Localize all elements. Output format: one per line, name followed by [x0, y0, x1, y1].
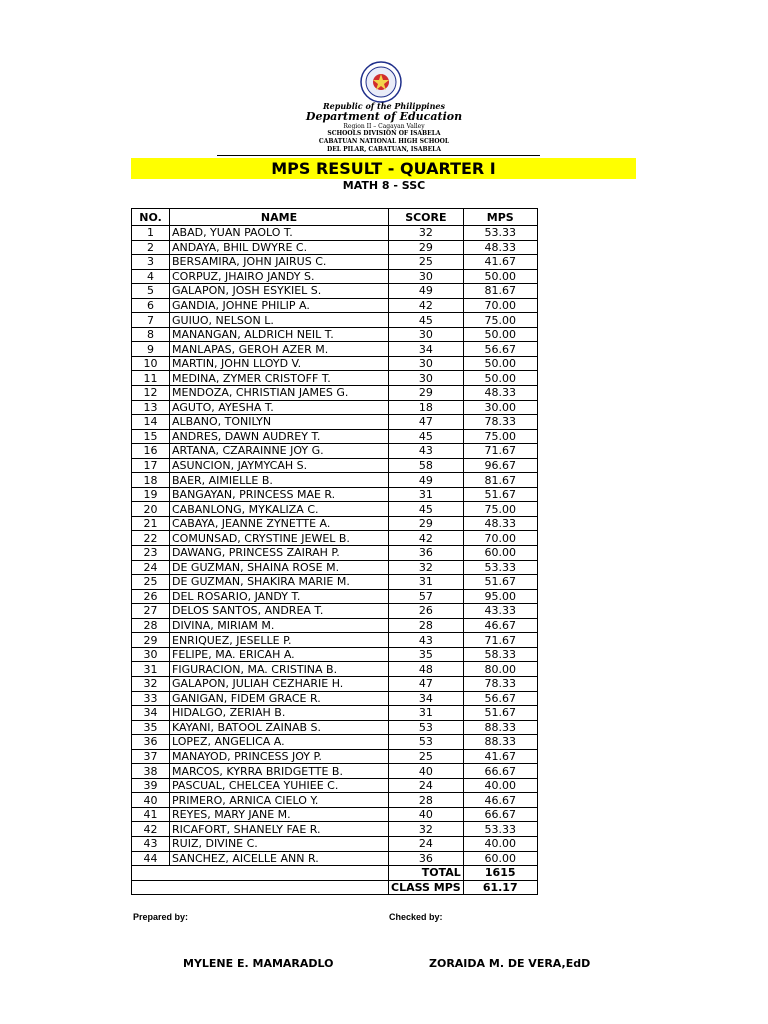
table-row [132, 691, 538, 706]
student-score: 30 [389, 371, 464, 386]
table-row [132, 735, 538, 750]
student-mps: 30.00 [463, 400, 537, 415]
student-mps: 58.33 [463, 647, 537, 662]
student-name: DELOS SANTOS, ANDREA T. [170, 604, 389, 619]
student-score: 42 [389, 531, 464, 546]
student-name: GANDIA, JOHNE PHILIP A. [170, 298, 389, 313]
student-name: CABANLONG, MYKALIZA C. [170, 502, 389, 517]
student-name: ENRIQUEZ, JESELLE P. [170, 633, 389, 648]
total-label: TOTAL [389, 866, 464, 881]
student-mps: 80.00 [463, 662, 537, 677]
mps-table [131, 208, 538, 895]
student-name: ANDAYA, BHIL DWYRE C. [170, 240, 389, 255]
row-number: 27 [132, 604, 170, 619]
student-mps: 78.33 [463, 415, 537, 430]
student-mps: 60.00 [463, 546, 537, 561]
table-row [132, 444, 538, 459]
row-number: 43 [132, 836, 170, 851]
student-score: 25 [389, 749, 464, 764]
class-mps-value: 61.17 [463, 880, 537, 895]
row-number: 44 [132, 851, 170, 866]
row-number: 29 [132, 633, 170, 648]
region-label: Region II – Cagayan Valley [343, 123, 425, 130]
student-score: 30 [389, 327, 464, 342]
student-name: SANCHEZ, AICELLE ANN R. [170, 851, 389, 866]
student-mps: 53.33 [463, 226, 537, 241]
student-score: 24 [389, 778, 464, 793]
row-number: 18 [132, 473, 170, 488]
student-mps: 70.00 [463, 298, 537, 313]
student-name: ANDRES, DAWN AUDREY T. [170, 429, 389, 444]
student-score: 32 [389, 226, 464, 241]
student-name: GALAPON, JOSH ESYKIEL S. [170, 284, 389, 299]
table-row [132, 706, 538, 721]
table-row [132, 604, 538, 619]
student-score: 36 [389, 851, 464, 866]
table-row [132, 487, 538, 502]
row-number: 19 [132, 487, 170, 502]
table-row [132, 575, 538, 590]
student-name: ASUNCION, JAYMYCAH S. [170, 458, 389, 473]
student-score: 43 [389, 444, 464, 459]
student-score: 28 [389, 618, 464, 633]
student-mps: 81.67 [463, 473, 537, 488]
student-mps: 48.33 [463, 240, 537, 255]
class-mps-spacer [132, 880, 389, 895]
header-no: NO. [132, 209, 170, 226]
row-number: 4 [132, 269, 170, 284]
student-name: ARTANA, CZARAINNE JOY G. [170, 444, 389, 459]
student-name: MARTIN, JOHN LLOYD V. [170, 356, 389, 371]
row-number: 8 [132, 327, 170, 342]
student-name: RICAFORT, SHANELY FAE R. [170, 822, 389, 837]
student-score: 40 [389, 764, 464, 779]
row-number: 38 [132, 764, 170, 779]
student-score: 29 [389, 240, 464, 255]
student-mps: 41.67 [463, 255, 537, 270]
student-mps: 48.33 [463, 386, 537, 401]
student-name: DIVINA, MIRIAM M. [170, 618, 389, 633]
student-name: DE GUZMAN, SHAKIRA MARIE M. [170, 575, 389, 590]
table-row [132, 502, 538, 517]
republic-label: Republic of the Philippines [322, 101, 445, 111]
row-number: 25 [132, 575, 170, 590]
row-number: 15 [132, 429, 170, 444]
student-name: LOPEZ, ANGELICA A. [170, 735, 389, 750]
student-mps: 53.33 [463, 560, 537, 575]
student-mps: 50.00 [463, 269, 537, 284]
student-name: HIDALGO, ZERIAH B. [170, 706, 389, 721]
table-row [132, 400, 538, 415]
table-row [132, 560, 538, 575]
table-row [132, 589, 538, 604]
row-number: 12 [132, 386, 170, 401]
row-number: 35 [132, 720, 170, 735]
student-score: 35 [389, 647, 464, 662]
student-score: 25 [389, 255, 464, 270]
row-number: 30 [132, 647, 170, 662]
row-number: 5 [132, 284, 170, 299]
student-name: BANGAYAN, PRINCESS MAE R. [170, 487, 389, 502]
table-row [132, 342, 538, 357]
table-row [132, 371, 538, 386]
student-mps: 53.33 [463, 822, 537, 837]
student-name: MANAYOD, PRINCESS JOY P. [170, 749, 389, 764]
table-row [132, 415, 538, 430]
student-mps: 71.67 [463, 444, 537, 459]
row-number: 10 [132, 356, 170, 371]
prepared-by-name: MYLENE E. MAMARADLO [183, 957, 334, 970]
student-name: CORPUZ, JHAIRO JANDY S. [170, 269, 389, 284]
row-number: 3 [132, 255, 170, 270]
student-name: FELIPE, MA. ERICAH A. [170, 647, 389, 662]
student-mps: 51.67 [463, 487, 537, 502]
student-name: MENDOZA, CHRISTIAN JAMES G. [170, 386, 389, 401]
row-number: 39 [132, 778, 170, 793]
row-number: 28 [132, 618, 170, 633]
department-label: Department of Education [305, 110, 463, 123]
student-mps: 40.00 [463, 836, 537, 851]
checked-by-label: Checked by: [389, 912, 443, 922]
row-number: 11 [132, 371, 170, 386]
table-row [132, 778, 538, 793]
student-name: GUIUO, NELSON L. [170, 313, 389, 328]
student-mps: 88.33 [463, 735, 537, 750]
row-number: 24 [132, 560, 170, 575]
student-mps: 56.67 [463, 691, 537, 706]
row-number: 34 [132, 706, 170, 721]
student-score: 40 [389, 807, 464, 822]
student-name: MEDINA, ZYMER CRISTOFF T. [170, 371, 389, 386]
division-label: SCHOOLS DIVISION OF ISABELA [327, 130, 441, 137]
student-score: 42 [389, 298, 464, 313]
row-number: 23 [132, 546, 170, 561]
total-spacer [132, 866, 389, 881]
header-name: NAME [170, 209, 389, 226]
student-name: ABAD, YUAN PAOLO T. [170, 226, 389, 241]
student-name: BAER, AIMIELLE B. [170, 473, 389, 488]
table-row [132, 764, 538, 779]
table-row [132, 546, 538, 561]
student-mps: 50.00 [463, 327, 537, 342]
row-number: 1 [132, 226, 170, 241]
student-mps: 78.33 [463, 676, 537, 691]
student-score: 30 [389, 269, 464, 284]
student-mps: 60.00 [463, 851, 537, 866]
student-mps: 48.33 [463, 516, 537, 531]
student-name: RUIZ, DIVINE C. [170, 836, 389, 851]
student-score: 32 [389, 822, 464, 837]
table-row [132, 226, 538, 241]
student-score: 31 [389, 487, 464, 502]
table-row [132, 269, 538, 284]
class-mps-label: CLASS MPS [389, 880, 464, 895]
table-row [132, 240, 538, 255]
deped-seal-icon [360, 61, 402, 103]
checked-by-name: ZORAIDA M. DE VERA,EdD [429, 957, 591, 970]
student-score: 26 [389, 604, 464, 619]
student-mps: 75.00 [463, 313, 537, 328]
student-score: 24 [389, 836, 464, 851]
student-mps: 46.67 [463, 793, 537, 808]
student-score: 47 [389, 676, 464, 691]
table-row [132, 836, 538, 851]
student-name: PRIMERO, ARNICA CIELO Y. [170, 793, 389, 808]
table-row [132, 473, 538, 488]
student-name: GANIGAN, FIDEM GRACE R. [170, 691, 389, 706]
student-mps: 96.67 [463, 458, 537, 473]
student-mps: 88.33 [463, 720, 537, 735]
student-score: 53 [389, 720, 464, 735]
student-score: 47 [389, 415, 464, 430]
table-row [132, 676, 538, 691]
row-number: 31 [132, 662, 170, 677]
student-name: DE GUZMAN, SHAINA ROSE M. [170, 560, 389, 575]
table-row [132, 255, 538, 270]
student-mps: 50.00 [463, 356, 537, 371]
row-number: 22 [132, 531, 170, 546]
header-score: SCORE [389, 209, 464, 226]
student-score: 28 [389, 793, 464, 808]
student-mps: 71.67 [463, 633, 537, 648]
student-name: CABAYA, JEANNE ZYNETTE A. [170, 516, 389, 531]
row-number: 9 [132, 342, 170, 357]
row-number: 17 [132, 458, 170, 473]
table-row [132, 284, 538, 299]
student-score: 31 [389, 575, 464, 590]
table-row [132, 327, 538, 342]
student-name: MANLAPAS, GEROH AZER M. [170, 342, 389, 357]
student-name: PASCUAL, CHELCEA YUHIEE C. [170, 778, 389, 793]
row-number: 42 [132, 822, 170, 837]
student-mps: 95.00 [463, 589, 537, 604]
school-label: CABATUAN NATIONAL HIGH SCHOOL [318, 138, 450, 145]
row-number: 32 [132, 676, 170, 691]
student-mps: 51.67 [463, 575, 537, 590]
student-score: 34 [389, 691, 464, 706]
row-number: 14 [132, 415, 170, 430]
row-number: 13 [132, 400, 170, 415]
student-name: AGUTO, AYESHA T. [170, 400, 389, 415]
total-row [132, 866, 538, 881]
student-score: 45 [389, 313, 464, 328]
row-number: 36 [132, 735, 170, 750]
row-number: 6 [132, 298, 170, 313]
table-row [132, 822, 538, 837]
table-row [132, 662, 538, 677]
table-row [132, 851, 538, 866]
student-score: 34 [389, 342, 464, 357]
table-row [132, 807, 538, 822]
row-number: 2 [132, 240, 170, 255]
student-score: 57 [389, 589, 464, 604]
table-row [132, 749, 538, 764]
table-row [132, 386, 538, 401]
student-score: 29 [389, 516, 464, 531]
student-name: FIGURACION, MA. CRISTINA B. [170, 662, 389, 677]
student-score: 43 [389, 633, 464, 648]
page-subtitle: MATH 8 - SSC [342, 179, 426, 192]
student-score: 53 [389, 735, 464, 750]
student-mps: 50.00 [463, 371, 537, 386]
row-number: 21 [132, 516, 170, 531]
student-mps: 66.67 [463, 807, 537, 822]
row-number: 16 [132, 444, 170, 459]
table-row [132, 647, 538, 662]
student-name: DEL ROSARIO, JANDY T. [170, 589, 389, 604]
student-name: KAYANI, BATOOL ZAINAB S. [170, 720, 389, 735]
student-mps: 40.00 [463, 778, 537, 793]
student-mps: 70.00 [463, 531, 537, 546]
total-value: 1615 [463, 866, 537, 881]
student-mps: 75.00 [463, 429, 537, 444]
table-row [132, 313, 538, 328]
table-header-row [132, 209, 538, 226]
student-mps: 46.67 [463, 618, 537, 633]
student-name: ALBANO, TONILYN [170, 415, 389, 430]
student-mps: 51.67 [463, 706, 537, 721]
student-score: 49 [389, 473, 464, 488]
student-name: MARCOS, KYRRA BRIDGETTE B. [170, 764, 389, 779]
student-name: MANANGAN, ALDRICH NEIL T. [170, 327, 389, 342]
row-number: 33 [132, 691, 170, 706]
student-mps: 75.00 [463, 502, 537, 517]
student-name: REYES, MARY JANE M. [170, 807, 389, 822]
class-mps-row [132, 880, 538, 895]
student-score: 58 [389, 458, 464, 473]
student-mps: 41.67 [463, 749, 537, 764]
header-mps: MPS [463, 209, 537, 226]
table-row [132, 618, 538, 633]
student-score: 18 [389, 400, 464, 415]
table-row [132, 429, 538, 444]
student-mps: 56.67 [463, 342, 537, 357]
table-row [132, 458, 538, 473]
table-row [132, 720, 538, 735]
row-number: 37 [132, 749, 170, 764]
header-divider [217, 155, 540, 156]
table-row [132, 793, 538, 808]
row-number: 7 [132, 313, 170, 328]
row-number: 41 [132, 807, 170, 822]
student-score: 29 [389, 386, 464, 401]
student-score: 49 [389, 284, 464, 299]
student-score: 45 [389, 429, 464, 444]
row-number: 40 [132, 793, 170, 808]
prepared-by-label: Prepared by: [133, 912, 189, 922]
student-score: 31 [389, 706, 464, 721]
student-name: GALAPON, JULIAH CEZHARIE H. [170, 676, 389, 691]
table-row [132, 356, 538, 371]
student-mps: 43.33 [463, 604, 537, 619]
page-title: MPS RESULT - QUARTER I [131, 158, 636, 179]
table-row [132, 531, 538, 546]
row-number: 20 [132, 502, 170, 517]
student-score: 30 [389, 356, 464, 371]
student-score: 48 [389, 662, 464, 677]
student-score: 45 [389, 502, 464, 517]
student-name: DAWANG, PRINCESS ZAIRAH P. [170, 546, 389, 561]
student-name: COMUNSAD, CRYSTINE JEWEL B. [170, 531, 389, 546]
table-row [132, 633, 538, 648]
student-name: BERSAMIRA, JOHN JAIRUS C. [170, 255, 389, 270]
student-mps: 81.67 [463, 284, 537, 299]
student-mps: 66.67 [463, 764, 537, 779]
table-row [132, 298, 538, 313]
table-row [132, 516, 538, 531]
address-label: DEL PILAR, CABATUAN, ISABELA [326, 146, 442, 153]
row-number: 26 [132, 589, 170, 604]
student-score: 36 [389, 546, 464, 561]
student-score: 32 [389, 560, 464, 575]
